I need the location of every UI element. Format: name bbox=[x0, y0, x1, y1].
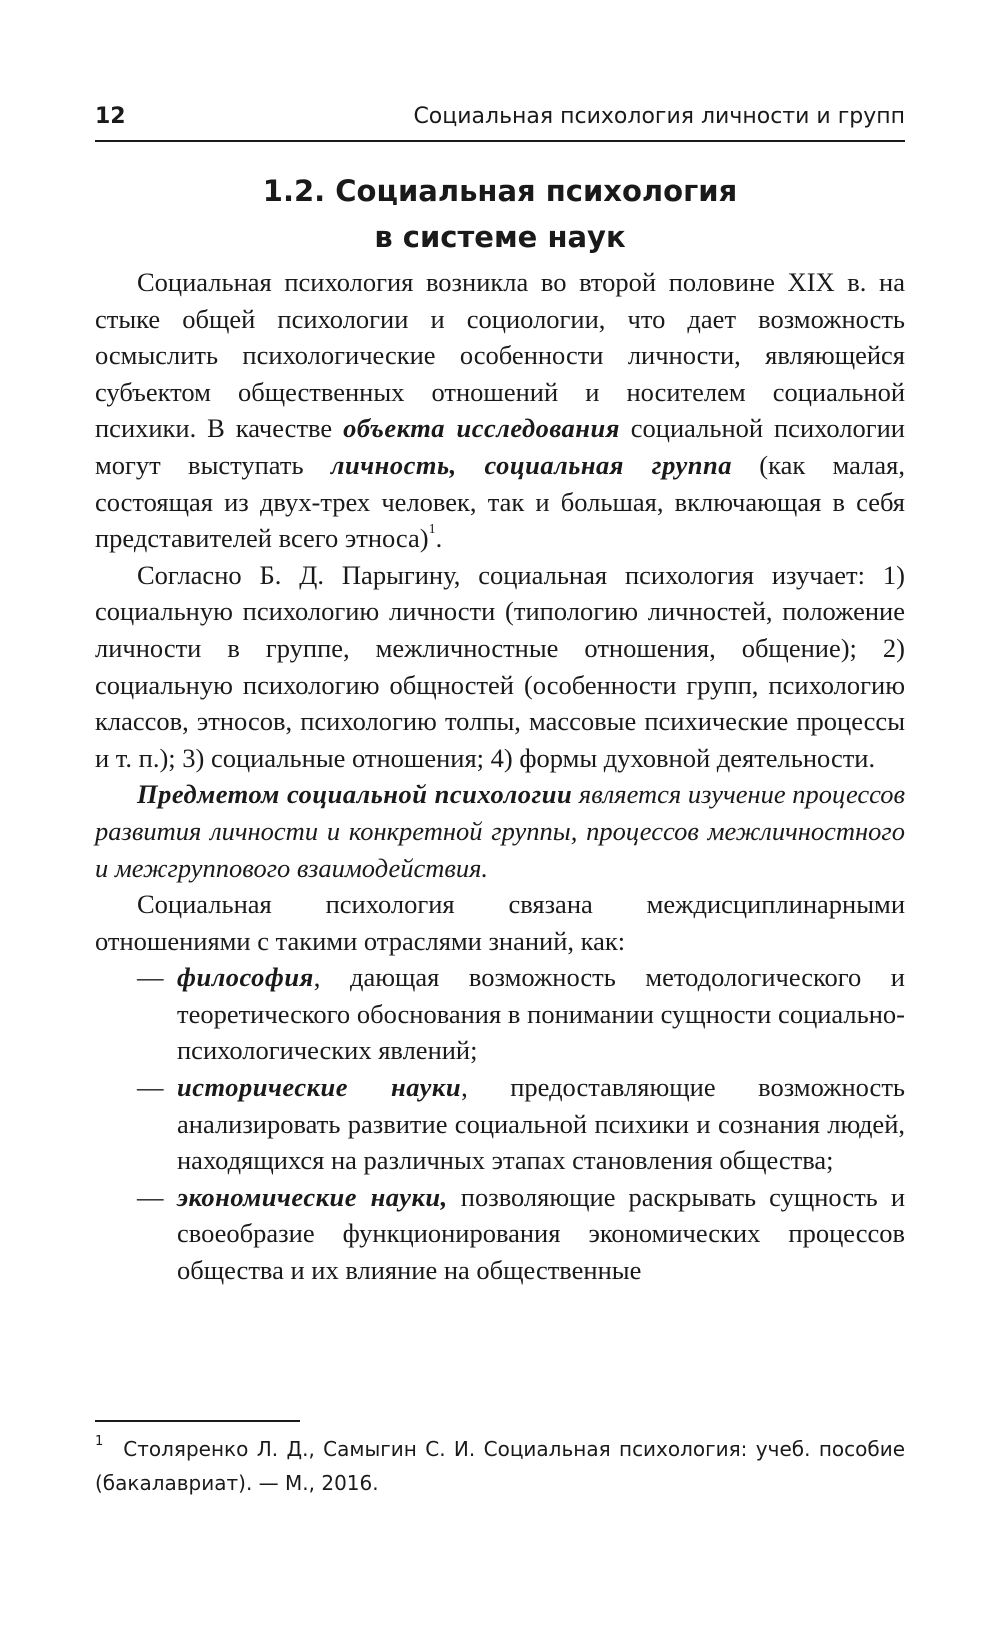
text-run: Социальная психология возникла во второй половине XIX в. на стыке общей психологии и социологии, что дает возможность осмыслить психологические особенности личности, являющейся субъектом общественных отношений и носителем социальной психики. В качестве bbox=[95, 267, 905, 444]
footnote-reference[interactable]: 1 bbox=[428, 522, 436, 538]
footnote-divider bbox=[95, 1420, 300, 1422]
section-title bbox=[95, 168, 905, 260]
section-title-line-1: 1.2. Социальная психология bbox=[262, 174, 738, 208]
dash-marker: — bbox=[137, 962, 164, 993]
list-item-text: , дающая возможность методологического и теоретического обоснования в понимании сущности социально-психологических явлений; bbox=[177, 962, 905, 1066]
running-header bbox=[95, 100, 905, 142]
list-item-term: экономические науки, bbox=[177, 1181, 448, 1212]
section-title-line-2: в системе наук bbox=[374, 220, 626, 254]
list-item-term: исторические науки bbox=[177, 1072, 462, 1103]
paragraph-subject-definition bbox=[95, 776, 905, 886]
running-header-title: Социальная психология личности и групп bbox=[413, 104, 905, 129]
footnote-text: Столяренко Л. Д., Самыгин С. И. Социальная психология: учеб. пособие (бакалавриат). — М., 2016. bbox=[95, 1437, 905, 1495]
text-run: социальной психологии могут выступать bbox=[95, 413, 905, 480]
paragraph-object-of-study bbox=[95, 264, 905, 557]
text-run: (как малая, состоящая из двух-трех человек, так и большая, включающая в себя представителей всего этноса) bbox=[95, 449, 905, 554]
dash-marker: — bbox=[137, 1072, 164, 1103]
footnote bbox=[95, 1432, 905, 1500]
list-item bbox=[95, 1069, 905, 1179]
page-number: 12 bbox=[95, 104, 126, 129]
dash-marker: — bbox=[137, 1181, 164, 1212]
body-text bbox=[95, 264, 905, 1289]
list-item bbox=[95, 959, 905, 1069]
emphasis-personality-group: личность, социальная группа bbox=[330, 449, 732, 480]
paragraph-parygin: Согласно Б. Д. Парыгину, социальная психология изучает: 1) социальную психологию личности (типологию личностей, положение личности в группе, межличностные отношения, общение); 2) социальную психологию общностей (особенности групп, психологию классов, этносов, психологию толпы, массовые психические процессы и т. п.); 3) социальные отношения; 4) формы духовной деятельности. bbox=[95, 559, 905, 773]
emphasis-object-of-study: объекта исследования bbox=[343, 413, 620, 444]
emphasis-subject: Предметом социальной психологии bbox=[137, 779, 573, 810]
list-item-term: философия bbox=[177, 962, 314, 993]
paragraph-interdisciplinary: Социальная психология связана междисциплинарными отношениями с такими отраслями знаний, как: bbox=[95, 889, 905, 956]
list-item bbox=[95, 1179, 905, 1289]
text-run: . bbox=[435, 523, 443, 554]
list-item-text: позволяющие раскрывать сущность и своеобразие функционирования экономических процессов общества и их влияние на общественные bbox=[177, 1181, 905, 1286]
disciplines-list bbox=[95, 959, 905, 1288]
list-item-text: , предоставляющие возможность анализировать развитие социальной психики и сознания людей, находящихся на различных этапах становления общества; bbox=[177, 1072, 905, 1176]
footnote-marker: 1 bbox=[95, 1434, 104, 1449]
text-run: является изучение процессов развития личности и конкретной группы, процессов межличностного и межгруппового взаимодействия. bbox=[95, 779, 905, 883]
